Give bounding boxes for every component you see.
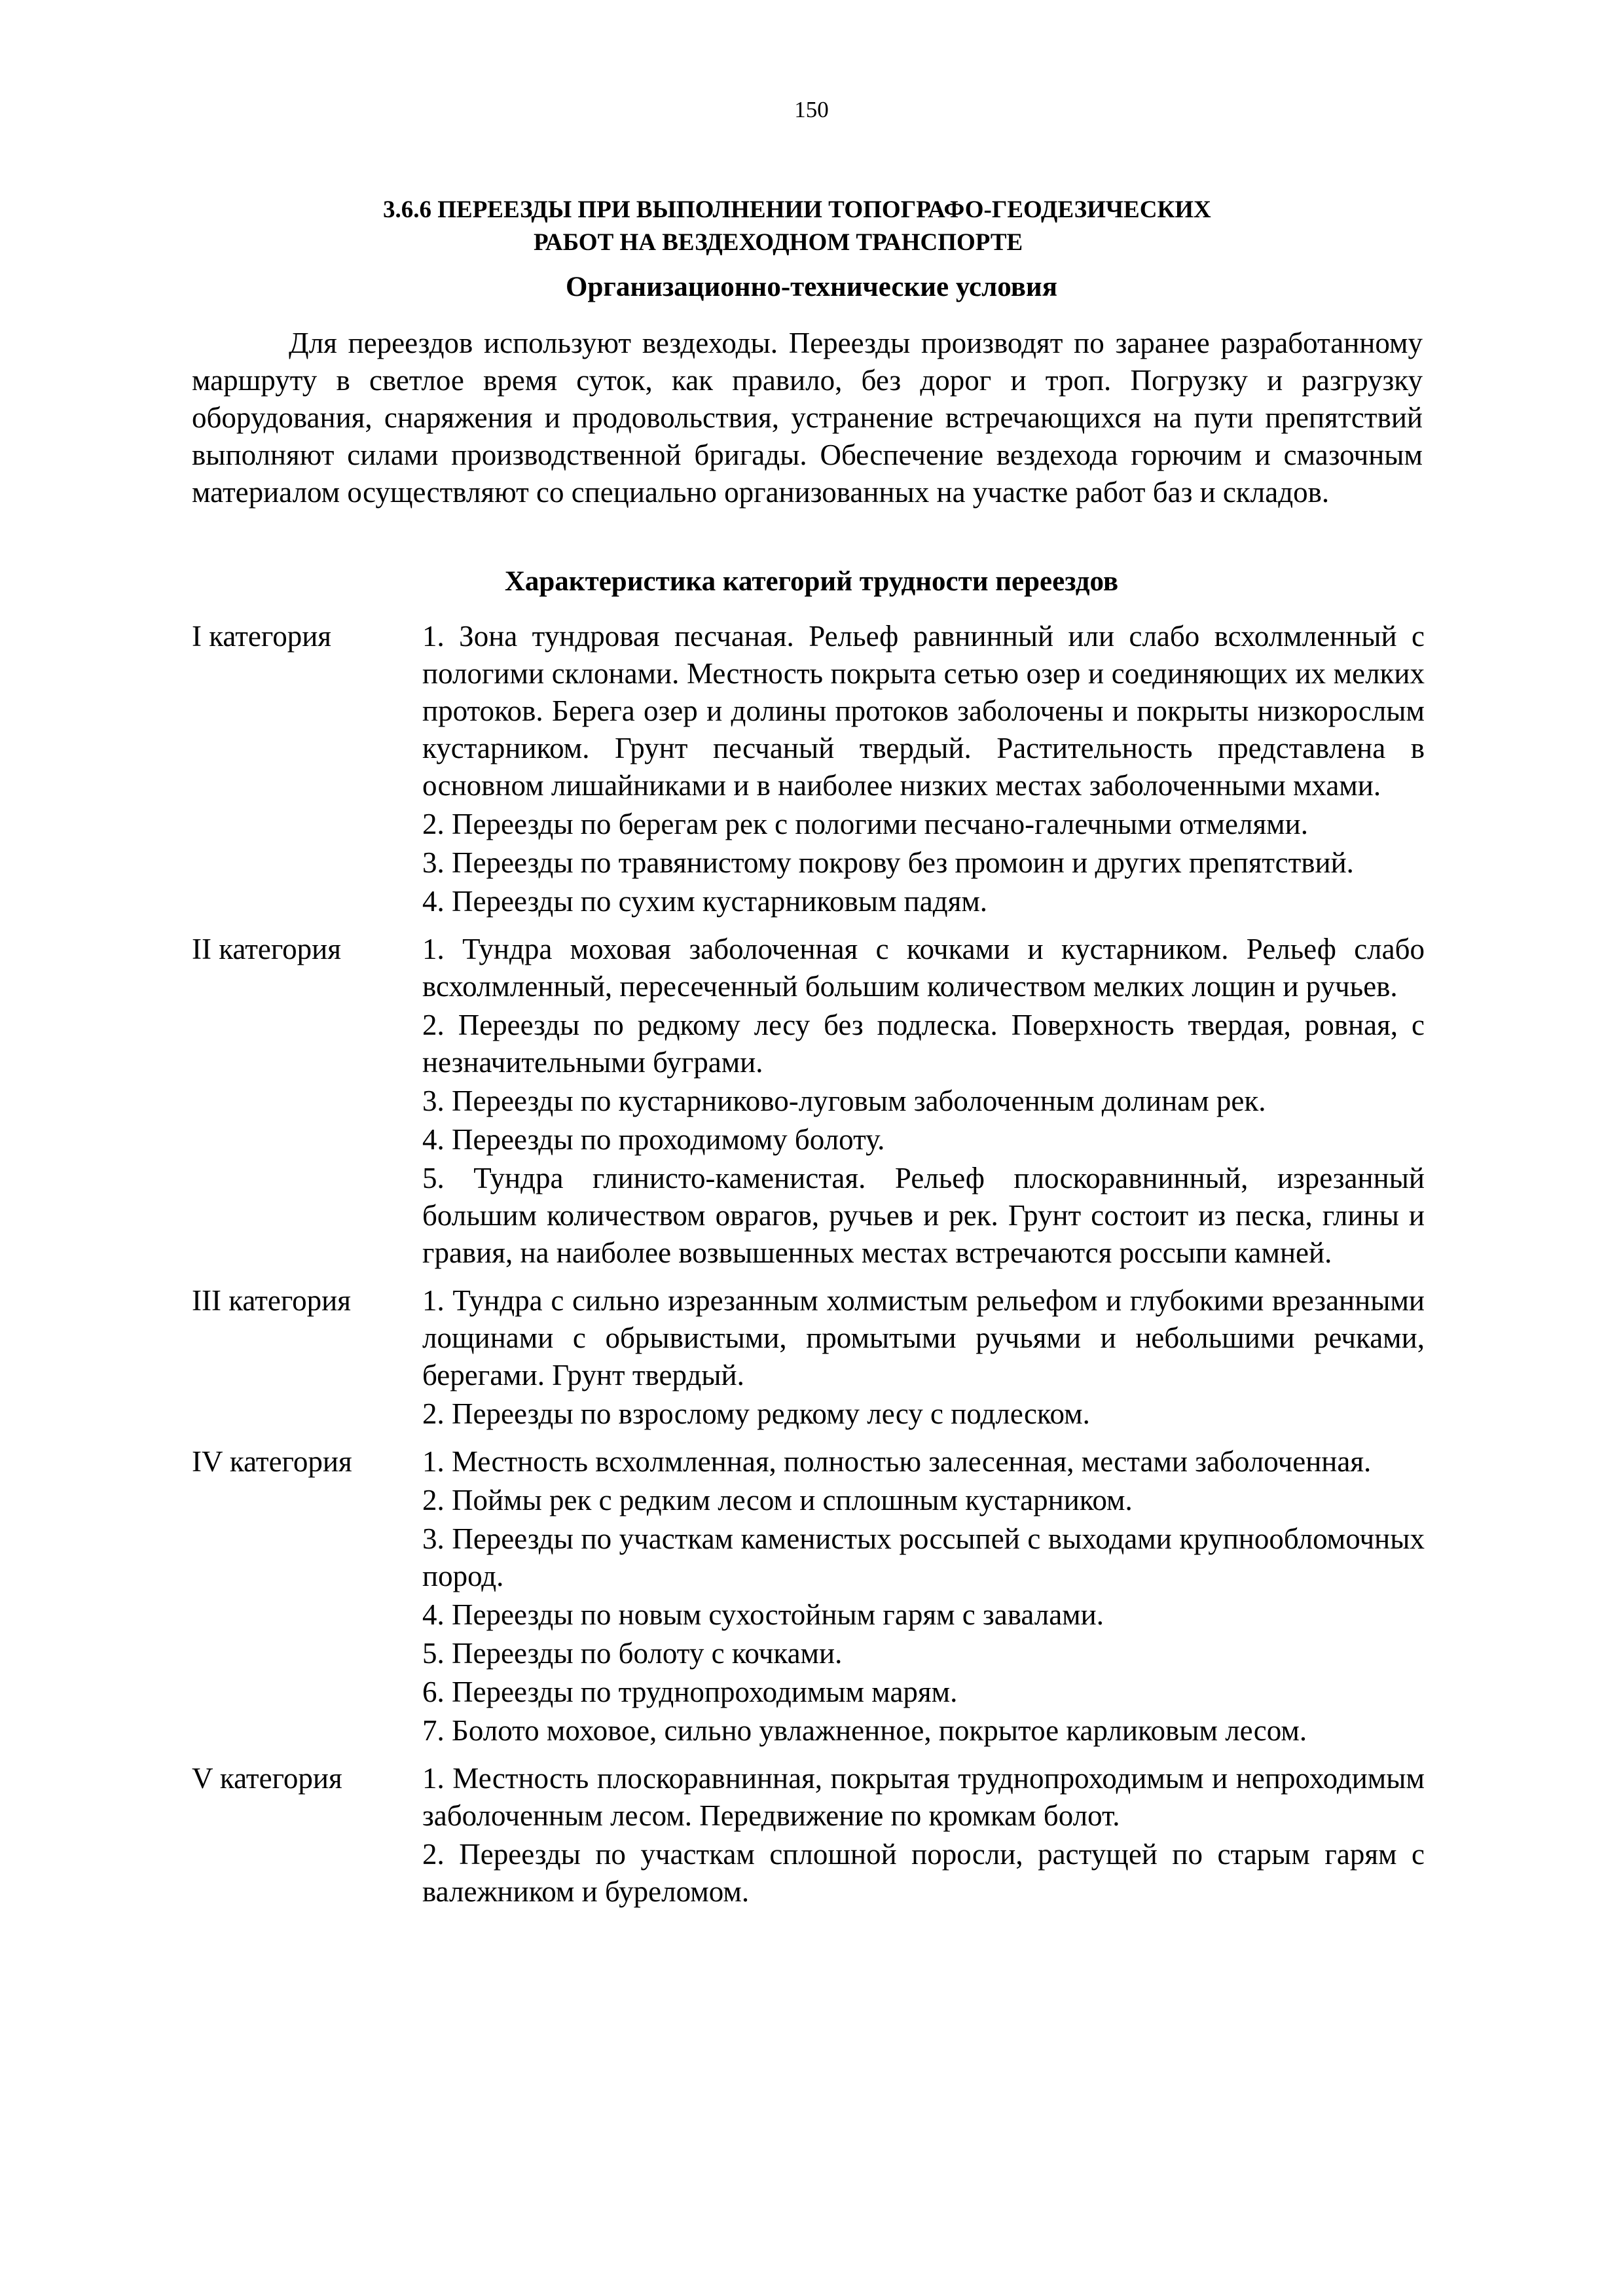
category-item: 4. Переезды по проходимому болоту. bbox=[422, 1123, 885, 1156]
page-number: 150 bbox=[794, 97, 829, 122]
category-item: 1. Зона тундровая песчаная. Рельеф равнинный или слабо всхолмленный с пологими склонами. Местность покрыта сетью озер и соединяющих их мелких протоков. Берега озер и долины протоков заболочены и покрыты низкорослым кустарником. Грунт песчаный твердый. Растительность представлена в основном лишайниками и в наиболее низких местах заболоченными мхами. bbox=[422, 620, 1425, 802]
category-label: II категория bbox=[192, 933, 341, 965]
section-title bbox=[383, 194, 1365, 259]
section-title-line-2: РАБОТ НА ВЕЗДЕХОДНОМ ТРАНСПОРТЕ bbox=[534, 229, 1023, 256]
categories-list bbox=[192, 618, 1425, 1912]
category-label: V категория bbox=[192, 1762, 342, 1795]
category-items bbox=[422, 1282, 1425, 1433]
category-1 bbox=[192, 618, 1425, 920]
category-items bbox=[422, 618, 1425, 920]
category-item: 5. Переезды по болоту с кочками. bbox=[422, 1637, 843, 1670]
category-item: 7. Болото моховое, сильно увлажненное, покрытое карликовым лесом. bbox=[422, 1714, 1307, 1747]
category-item: 6. Переезды по труднопроходимым марям. bbox=[422, 1676, 958, 1708]
category-item: 2. Переезды по взрослому редкому лесу с подлеском. bbox=[422, 1397, 1090, 1430]
category-items bbox=[422, 1760, 1425, 1910]
category-item: 1. Тундра моховая заболоченная с кочками и кустарником. Рельеф слабо всхолмленный, пересеченный большим количеством мелких лощин и ручьев. bbox=[422, 933, 1425, 1003]
category-item: 3. Переезды по кустарниково-луговым заболоченным долинам рек. bbox=[422, 1085, 1266, 1117]
category-item: 2. Переезды по берегам рек с пологими песчано-галечными отмелями. bbox=[422, 808, 1308, 840]
category-2 bbox=[192, 931, 1425, 1272]
category-item: 2. Переезды по редкому лесу без подлеска. Поверхность твердая, ровная, с незначительными буграми. bbox=[422, 1009, 1425, 1079]
category-item: 1. Местность плоскоравнинная, покрытая труднопроходимым и непроходимым заболоченным лесом. Передвижение по кромкам болот. bbox=[422, 1762, 1425, 1832]
category-label: III категория bbox=[192, 1284, 351, 1317]
category-label: I категория bbox=[192, 620, 331, 653]
category-item: 4. Переезды по сухим кустарниковым падям. bbox=[422, 885, 988, 918]
section-title-line-1: 3.6.6 ПЕРЕЕЗДЫ ПРИ ВЫПОЛНЕНИИ ТОПОГРАФО-ГЕОДЕЗИЧЕСКИХ bbox=[383, 196, 1211, 223]
category-4 bbox=[192, 1443, 1425, 1749]
category-5 bbox=[192, 1760, 1425, 1910]
category-items bbox=[422, 931, 1425, 1272]
categories-heading: Характеристика категорий трудности переездов bbox=[504, 566, 1119, 597]
category-item: 2. Поймы рек с редким лесом и сплошным кустарником. bbox=[422, 1484, 1133, 1516]
category-item: 1. Местность всхолмленная, полностью залесенная, местами заболоченная. bbox=[422, 1445, 1372, 1478]
category-item: 4. Переезды по новым сухостойным гарям с завалами. bbox=[422, 1598, 1104, 1631]
intro-paragraph: Для переездов используют вездеходы. Переезды производят по заранее разработанному маршруту в светлое время суток, как правило, без дорог и троп. Погрузку и разгрузку оборудования, снаряжения и продовольствия, устранение встречающихся на пути препятствий выполняют силами производственной бригады. Обеспечение вездехода горючим и смазочным материалом осуществляют со специально организованных на участке работ баз и складов. bbox=[192, 327, 1423, 509]
category-3 bbox=[192, 1282, 1425, 1433]
org-conditions-heading: Организационно-технические условия bbox=[566, 272, 1057, 302]
category-items bbox=[422, 1443, 1425, 1749]
category-item: 3. Переезды по участкам каменистых россыпей с выходами крупнообломочных пород. bbox=[422, 1522, 1425, 1592]
category-label: IV категория bbox=[192, 1445, 352, 1478]
category-item: 1. Тундра с сильно изрезанным холмистым рельефом и глубокими врезанными лощинами с обрывистыми, промытыми ручьями и небольшими речками, берегами. Грунт твердый. bbox=[422, 1284, 1425, 1391]
category-item: 5. Тундра глинисто-каменистая. Рельеф плоскоравнинный, изрезанный большим количеством оврагов, ручьев и рек. Грунт состоит из песка, глины и гравия, на наиболее возвышенных местах встречаются россыпи камней. bbox=[422, 1162, 1425, 1269]
category-item: 3. Переезды по травянистому покрову без промоин и других препятствий. bbox=[422, 846, 1354, 879]
category-item: 2. Переезды по участкам сплошной поросли, растущей по старым гарям с валежником и буреломом. bbox=[422, 1838, 1425, 1908]
